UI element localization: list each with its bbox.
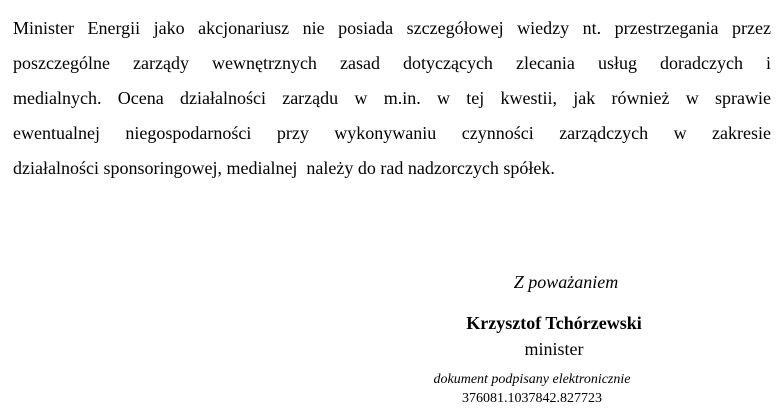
body-line: Minister Energii jako akcjonariusz nie posiada szczegółowej wiedzy nt. przestrzegania przez xyxy=(13,18,771,38)
signature-id: 376081.1037842.827723 xyxy=(462,391,602,406)
body-line: poszczególne zarządy wewnętrznych zasad dotyczących zlecania usług doradczych i xyxy=(13,53,771,73)
electronic-signature-note: dokument podpisany elektronicznie xyxy=(433,372,631,387)
body-line: medialnych. Ocena działalności zarządu w m.in. w tej kwestii, jak również w sprawie xyxy=(13,88,771,108)
letter-body-paragraph xyxy=(13,11,771,186)
signer-title: minister xyxy=(524,339,584,359)
signer-name: Krzysztof Tchórzewski xyxy=(466,313,642,333)
body-line: ewentualnej niegospodarności przy wykonywaniu czynności zarządczych w zakresie xyxy=(13,123,771,143)
closing-greeting: Z poważaniem xyxy=(513,272,619,292)
body-line: działalności sponsoringowej, medialnej należy do rad nadzorczych spółek. xyxy=(13,158,555,178)
